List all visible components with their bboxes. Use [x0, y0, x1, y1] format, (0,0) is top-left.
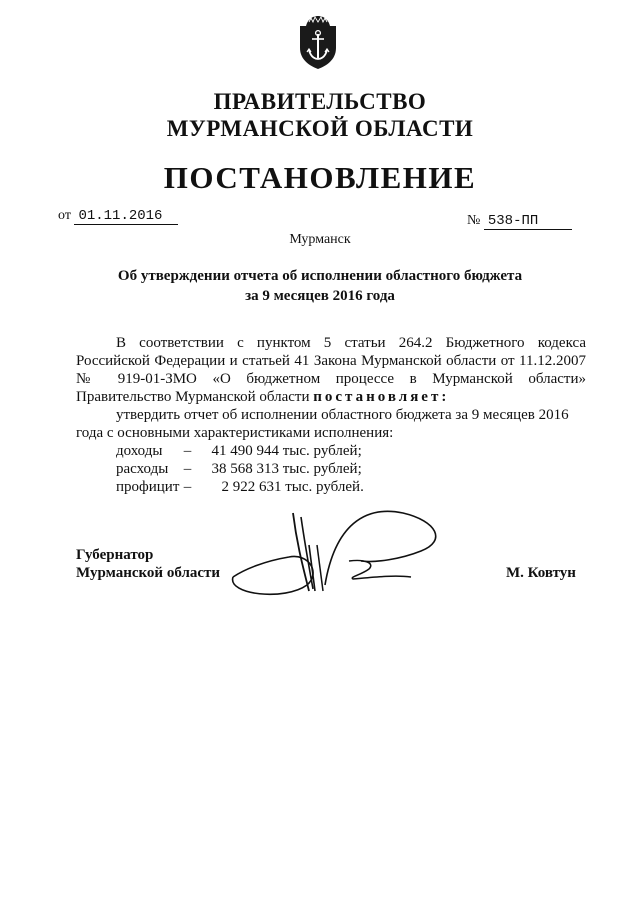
expense-row: расходы – 38 568 313 тыс. рублей; — [116, 461, 362, 477]
income-value: 41 490 944 тыс. рублей; — [211, 443, 362, 459]
body-line-4-prefix: Правительство Мурманской области — [76, 389, 310, 405]
body-line-2: Российской Федерации и статьей 41 Закона Мурманской области от 11.12.2007 — [76, 353, 586, 369]
body-line-5: утвердить отчет об исполнении областного бюджета за 9 месяцев 2016 — [116, 407, 569, 423]
number-prefix: № — [467, 213, 481, 228]
date-prefix: от — [58, 208, 71, 223]
body-line-6: года с основными характеристиками исполнения: — [76, 425, 394, 441]
surplus-row: профицит – 2 922 631 тыс. рублей. — [116, 479, 364, 495]
surplus-label: профицит — [116, 479, 180, 495]
city: Мурманск — [289, 232, 351, 247]
body-line-3: № 919-01-ЗМО «О бюджетном процессе в Мурманской области» — [76, 371, 586, 387]
subject-line2: за 9 месяцев 2016 года — [245, 288, 395, 304]
income-row: доходы – 41 490 944 тыс. рублей; — [116, 443, 362, 459]
signatory-name: М. Ковтун — [506, 565, 576, 581]
expense-value: 38 568 313 тыс. рублей; — [211, 461, 362, 477]
signatory-title-line2: Мурманской области — [76, 565, 221, 581]
body-line-1: В соответствии с пунктом 5 статьи 264.2 Бюджетного кодекса — [116, 335, 586, 351]
number-block — [467, 213, 572, 230]
date-block — [58, 208, 178, 225]
decree-action-word: постановляет: — [313, 389, 450, 405]
expense-label: расходы — [116, 461, 169, 477]
handwritten-signature — [225, 505, 450, 600]
signatory-title-line1: Губернатор — [76, 547, 154, 563]
income-label: доходы — [116, 443, 163, 459]
date-value: 01.11.2016 — [74, 209, 178, 225]
subject-line1: Об утверждении отчета об исполнении областного бюджета — [117, 268, 523, 284]
surplus-value: 2 922 631 тыс. рублей. — [221, 479, 364, 495]
government-title-line2: МУРМАНСКОЙ ОБЛАСТИ — [166, 116, 474, 141]
coat-of-arms-icon — [296, 14, 340, 70]
document-type: ПОСТАНОВЛЕНИЕ — [163, 160, 477, 195]
number-value: 538-ПП — [484, 214, 572, 230]
government-title-line1: ПРАВИТЕЛЬСТВО — [213, 89, 427, 114]
body-line-4 — [76, 389, 586, 406]
